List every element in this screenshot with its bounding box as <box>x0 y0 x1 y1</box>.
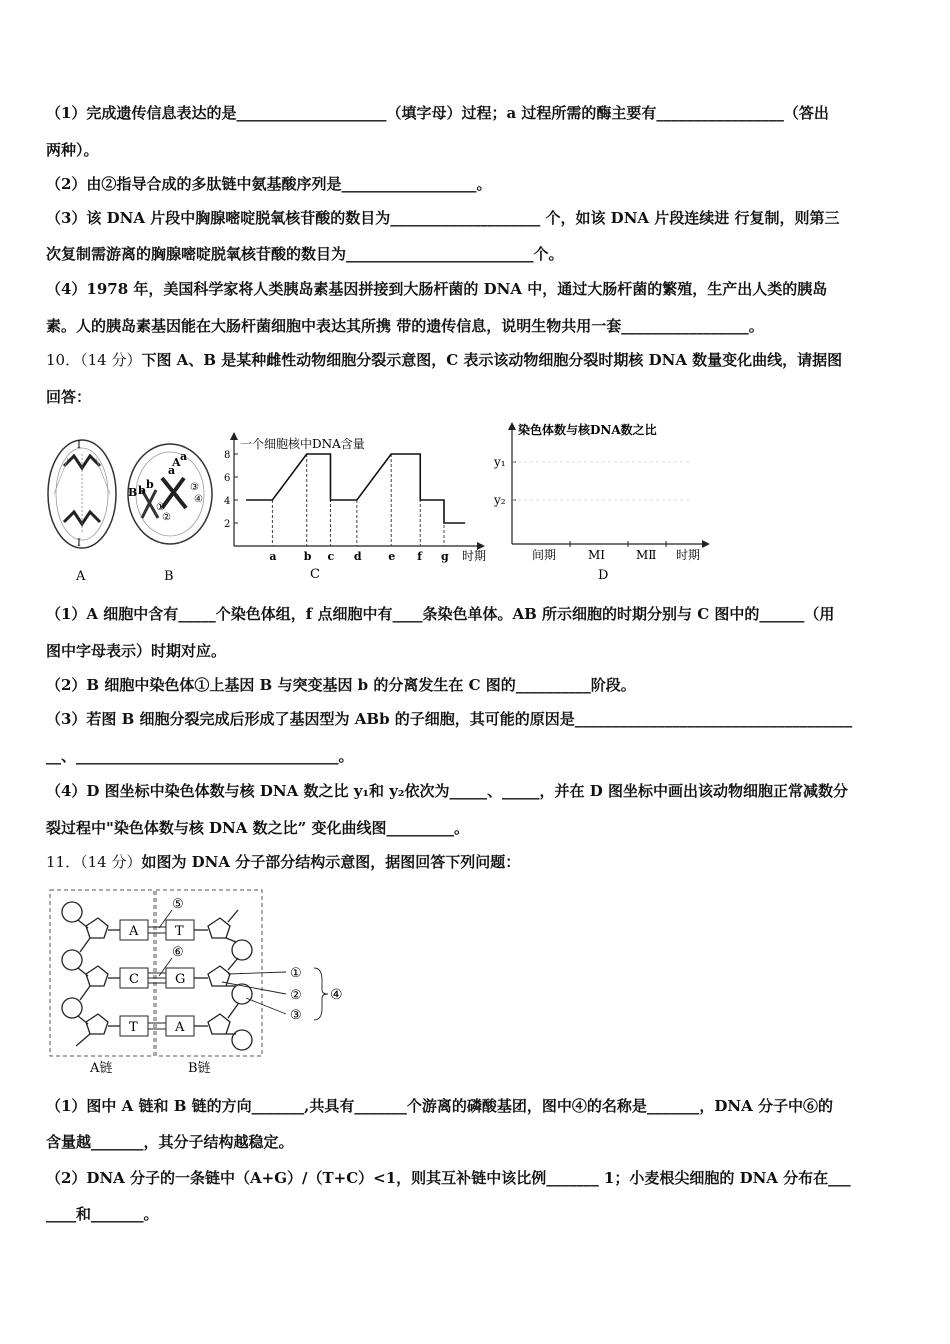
chart-c-category-e: e <box>388 550 396 563</box>
chart-d-title: 染色体数与核DNA数之比 <box>518 423 657 437</box>
cell-b-gene-a2: a <box>168 464 176 477</box>
q11-part1-line1: （1）图中 A 链和 B 链的方向_______,共具有_______个游离的磷酸基团，图中④的名称是_______，DNA 分子中⑥的 <box>46 1097 833 1115</box>
q9-part3-line1: （3）该 DNA 片段中胸腺嘧啶脱氧核苷酸的数目为____________________ 个，如该 DNA 片段连续进 行复制，则第三 <box>46 209 840 227</box>
cell-b-chrom-4: ④ <box>194 494 203 505</box>
base-right-2: G <box>175 972 186 987</box>
chart-d-xlabel: 时期 <box>676 548 701 562</box>
q10-stem-line2: 回答： <box>46 388 92 406</box>
sugar-a1 <box>86 918 108 938</box>
cell-a-bottom-mark: I <box>77 538 81 549</box>
q9-part2: （2）由②指导合成的多肽链中氨基酸序列是__________________。 <box>46 175 492 193</box>
chart-d-cat-m1: MⅠ <box>588 548 606 562</box>
cell-b-gene-a1: a <box>180 450 188 463</box>
cell-b-chrom-2: ② <box>162 512 171 523</box>
cell-b <box>128 444 212 584</box>
dna-structure-figure <box>46 886 356 1082</box>
q10-part1-line2: 图中字母表示）时期对应。 <box>46 642 227 660</box>
phosphate-a2 <box>62 950 82 970</box>
base-right-1: T <box>175 924 184 939</box>
q10-part3-line2: __、___________________________________。 <box>46 747 354 765</box>
q9-part4-line2: 素。人的胰岛素基因能在大肠杆菌细胞中表达其所携 带的遗传信息，说明生物共用一套_________________。 <box>46 317 764 335</box>
label-5: ⑤ <box>172 897 184 912</box>
q11-part2-line2: ____和_______。 <box>46 1205 159 1223</box>
q9-part1-line2: 两种）。 <box>46 141 99 159</box>
q10-number: 10．（14 分） <box>46 351 142 369</box>
phosphate-a3 <box>62 998 82 1018</box>
sugar-a3 <box>86 1014 108 1034</box>
label-b: B <box>164 569 174 584</box>
chart-d-ylabel-y2: y₂ <box>494 493 506 507</box>
label-6: ⑥ <box>172 945 184 960</box>
phosphate-b1 <box>232 940 252 960</box>
sugar-a2 <box>86 966 108 986</box>
label-1: ① <box>290 966 302 981</box>
sugar-b3 <box>208 1014 230 1034</box>
cell-b-gene-B: B <box>128 486 138 499</box>
q10-part4-line1: （4）D 图坐标中染色体数与核 DNA 数之比 y₁和 y₂依次为_____、_____，并在 D 图坐标中画出该动物细胞正常减数分 <box>46 782 848 800</box>
chart-d-ylabel-y1: y₁ <box>494 455 506 469</box>
q9-part3-line2: 次复制需游离的胸腺嘧啶脱氧核苷酸的数目为_________________________个。 <box>46 245 564 263</box>
label-4: ④ <box>330 987 343 1003</box>
chart-d-cat-m2: MⅡ <box>636 548 657 562</box>
chart-c-ytick-label: 8 <box>224 450 231 461</box>
chart-c-series-line <box>246 454 465 523</box>
chart-c-xlabel: 时期 <box>462 549 487 563</box>
phosphate-b3 <box>232 1030 252 1050</box>
cell-b-gene-b2: b <box>146 478 154 491</box>
q9-part4-line1: （4）1978 年，美国科学家将人类胰岛素基因拼接到大肠杆菌的 DNA 中，通过大肠杆菌的繁殖，生产出人类的胰岛 <box>46 280 828 298</box>
base-pairs <box>120 920 194 1036</box>
chain-b-backbone <box>194 910 252 1050</box>
chart-c-ytick-label: 4 <box>224 496 231 507</box>
q11-number: 11．（14 分） <box>46 853 142 871</box>
q11-stem <box>46 852 906 872</box>
q10-part2: （2）B 细胞中染色体①上基因 B 与突变基因 b 的分离发生在 C 图的__________阶段。 <box>46 676 636 694</box>
label-a: A <box>76 569 86 584</box>
chart-c-category-f: f <box>417 550 422 563</box>
base-left-2: C <box>129 972 139 987</box>
chain-b-label: B链 <box>188 1061 211 1076</box>
chart-c-category-g: g <box>441 550 449 563</box>
chart-c-title: 一个细胞核中DNA含量 <box>240 437 365 451</box>
q10-stem-text: 下图 A、B 是某种雌性动物细胞分裂示意图，C 表示该动物细胞分裂时期核 DNA 数量变化曲线，请据图 <box>141 351 843 369</box>
chart-d-y-arrow <box>508 422 516 430</box>
chart-c-y-arrow <box>230 432 238 440</box>
chart-c-ytick-label: 2 <box>224 519 231 530</box>
sugar-b1 <box>208 918 230 938</box>
chain-a-label: A链 <box>90 1061 113 1076</box>
base-right-3: A <box>175 1020 185 1035</box>
chart-d-x-arrow <box>702 540 710 548</box>
q10-part3-line1: （3）若图 B 细胞分裂完成后形成了基因型为 ABb 的子细胞，其可能的原因是_____________________________________ <box>46 710 853 728</box>
q10-cell-figures <box>44 428 224 588</box>
cell-a <box>48 440 116 584</box>
cell-b-gene-b1: b <box>138 484 146 497</box>
q11-part1-line2: 含量越_______，其分子结构越稳定。 <box>46 1133 294 1151</box>
chart-c-ytick-label: 6 <box>224 473 231 484</box>
q11-stem-text: 如图为 DNA 分子部分结构示意图，据图回答下列问题： <box>141 853 521 871</box>
q10-part1-line1: （1）A 细胞中含有_____个染色体组，f 点细胞中有____条染色单体。AB 所示细胞的时期分别与 C 图中的______（用 <box>46 605 835 623</box>
cell-b-chrom-3: ③ <box>190 482 199 493</box>
chart-d <box>490 414 720 588</box>
q9-part1-line1: （1）完成遗传信息表达的是____________________（填字母）过程；a 过程所需的酶主要有_________________（答出 <box>46 104 829 122</box>
q10-stem-line1 <box>46 350 906 370</box>
chart-c-category-a: a <box>269 550 277 563</box>
label-c: C <box>310 567 320 582</box>
cell-a-top-mark: I <box>77 440 81 451</box>
chart-d-cat-interphase: 间期 <box>532 548 557 562</box>
chart-c-category-c: c <box>327 550 335 563</box>
base-left-1: A <box>129 924 139 939</box>
label-3: ③ <box>290 1008 302 1023</box>
q11-part2-line1: （2）DNA 分子的一条链中（A+G）/（T+C）<1，则其互补链中该比例_______ 1；小麦根尖细胞的 DNA 分布在___ <box>46 1169 851 1187</box>
chain-a-backbone <box>62 902 120 1046</box>
q10-part4-line2: 裂过程中"染色体数与核 DNA 数之比” 变化曲线图_________。 <box>46 819 469 837</box>
chart-c-category-d: d <box>353 550 362 563</box>
chart-c-category-b: b <box>303 550 312 563</box>
label-2: ② <box>290 988 302 1003</box>
phosphate-a1 <box>62 902 82 922</box>
label-d: D <box>598 568 609 583</box>
chart-c <box>222 428 498 588</box>
cell-b-chrom-1: ① <box>156 502 165 513</box>
base-left-3: T <box>129 1020 138 1035</box>
cell-b-gene-A: A <box>172 456 181 469</box>
